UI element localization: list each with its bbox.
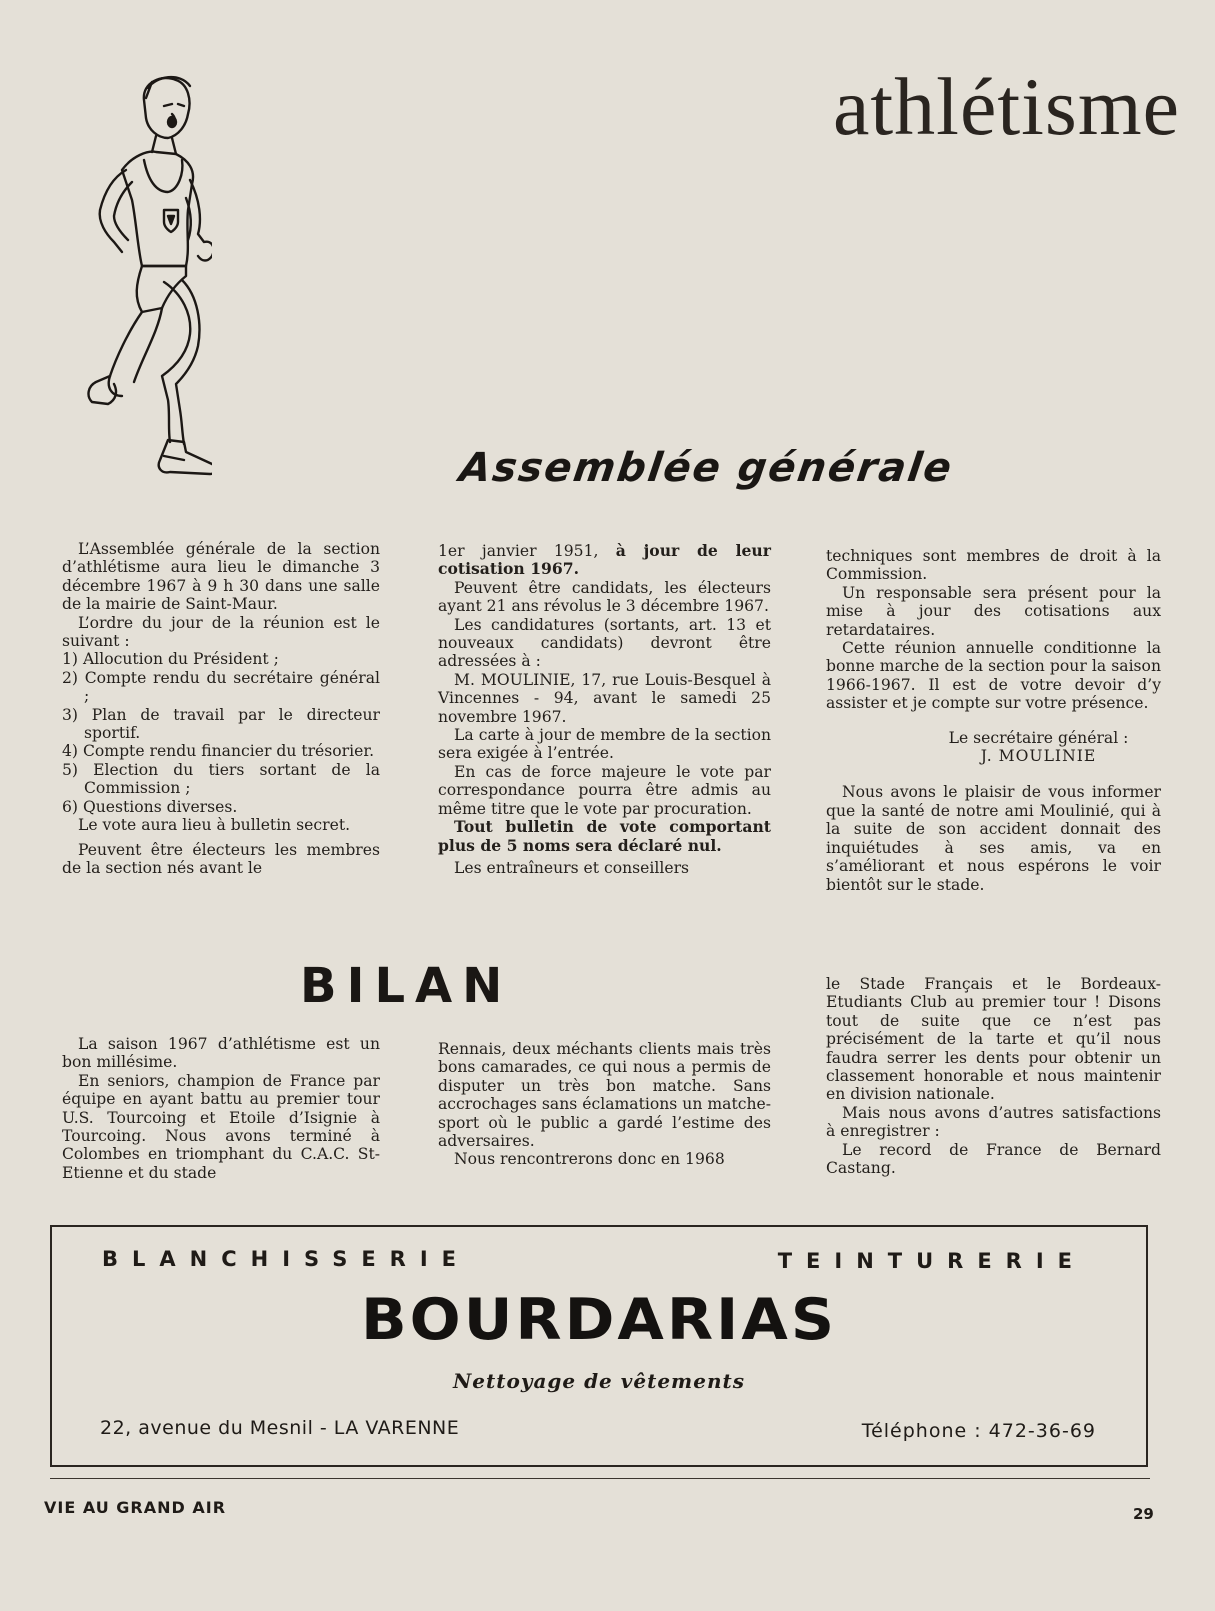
bilan-column-3 xyxy=(826,975,1161,1177)
bulletin-bold: Tout bulletin de vote comportant plus de 5 noms sera déclaré nul. xyxy=(438,817,771,855)
address-paragraph: M. MOULINIE, 17, rue Louis-Besquel à Vincennes - 94, avant le samedi 25 novembre 1967. xyxy=(438,670,771,726)
bilan-paragraph: Rennais, deux méchants clients mais très bons camarades, ce qui nous a permis de disputer un très bon matche. Sans accrochages sans éclamations un matche-sport où le public a gardé l’estime des adversaires. xyxy=(438,1040,771,1151)
applications-paragraph: Les candidatures (sortants, art. 13 et nouveaux candidats) devront être adressées à : xyxy=(438,615,771,671)
assemblee-intro: L’Assemblée générale de la section d’athlétisme aura lieu le dimanche 3 décembre 1967 à 9 h 30 dans une salle de la mairie de Saint-Maur. xyxy=(62,540,380,614)
responsible-paragraph: Un responsable sera présent pour la mise à jour des cotisations aux retardataires. xyxy=(826,583,1161,639)
bilan-paragraph: La saison 1967 d’athlétisme est un bon millésime. xyxy=(62,1035,380,1072)
signature-title: Le secrétaire général : xyxy=(948,728,1129,747)
cotisation-bold: à jour de leur cotisation 1967. xyxy=(438,541,771,579)
agenda-item: 6) Questions diverses. xyxy=(62,797,238,816)
agenda-item: 1) Allocution du Président ; xyxy=(62,650,279,669)
bilan-title: BILAN xyxy=(300,958,513,1014)
agenda-intro: L’ordre du jour de la réunion est le suivant : xyxy=(62,613,380,651)
runner-illustration xyxy=(52,70,212,480)
ad-right-label: TEINTURERIE xyxy=(777,1249,1086,1273)
agenda-list xyxy=(62,650,380,816)
footer-rule xyxy=(50,1478,1150,1479)
assemblee-column-2 xyxy=(438,542,771,877)
card-paragraph: La carte à jour de membre de la section sera exigée à l’entrée. xyxy=(438,726,771,763)
ad-brand: BOURDARIAS xyxy=(360,1286,838,1354)
meeting-paragraph: Cette réunion annuelle conditionne la bonne marche de la section pour la saison 1966-1967. Il est de votre devoir d’y assister et je compte sur votre présence. xyxy=(826,639,1161,713)
coaches-paragraph: Les entraîneurs et conseillers xyxy=(454,858,690,877)
bulletin-paragraph xyxy=(438,818,771,855)
bilan-paragraph: En seniors, champion de France par équipe en ayant battu au premier tour U.S. Tourcoing et Etoile d’Isignie à Tourcoing. Nous avons terminé à Colombes en triomphant du C.A.C. St-Etienne et du stade xyxy=(62,1071,380,1182)
agenda-item: 4) Compte rendu financier du trésorier. xyxy=(62,742,375,761)
date-continuation xyxy=(438,542,771,579)
agenda-item: 5) Election du tiers sortant de la Commission ; xyxy=(62,760,380,798)
ad-address: 22, avenue du Mesnil - LA VARENNE xyxy=(100,1417,460,1439)
assemblee-title: Assemblée générale xyxy=(456,445,957,491)
vote-paragraph: Le vote aura lieu à bulletin secret. xyxy=(78,816,351,835)
bilan-paragraph: Mais nous avons d’autres satisfactions à enregistrer : xyxy=(826,1103,1161,1141)
assemblee-column-3 xyxy=(826,547,1161,894)
signature-name: J. MOULINIE xyxy=(980,747,1097,766)
advertisement-box xyxy=(50,1225,1148,1467)
ad-tagline: Nettoyage de vêtements xyxy=(453,1369,745,1393)
section-title: athlétisme xyxy=(832,61,1180,152)
candidates-paragraph: Peuvent être candidats, les électeurs ayant 21 ans révolus le 3 décembre 1967. xyxy=(438,578,771,616)
assemblee-column-1 xyxy=(62,540,380,877)
date-prefix: 1er janvier 1951, xyxy=(438,542,599,560)
bilan-paragraph: Nous rencontrerons donc en 1968 xyxy=(454,1150,725,1169)
bilan-paragraph: le Stade Français et le Bordeaux-Etudiants Club au premier tour ! Disons tout de suite que ce n’est pas précisément de la tarte et qu’il nous faudra serrer les dents pour obtenir un classement honorable et nous maintenir en division nationale. xyxy=(826,975,1161,1104)
ad-left-label: BLANCHISSERIE xyxy=(102,1247,470,1271)
footer-magazine-name: VIE AU GRAND AIR xyxy=(44,1498,227,1517)
agenda-item: 2) Compte rendu du secrétaire général ; xyxy=(62,668,380,706)
health-paragraph: Nous avons le plaisir de vous informer que la santé de notre ami Moulinié, qui à la suite de son accident donnait des inquiétudes à ses amis, va en s’améliorant et nous espérons le voir bientôt sur le stade. xyxy=(826,783,1161,894)
bilan-column-1 xyxy=(62,1035,380,1182)
force-majeure-paragraph: En cas de force majeure le vote par correspondance pourra être admis au même titre que le vote par procuration. xyxy=(438,762,771,818)
electors-paragraph: Peuvent être électeurs les membres de la section nés avant le xyxy=(62,840,380,877)
page-number: 29 xyxy=(1133,1505,1154,1523)
agenda-item: 3) Plan de travail par le directeur sportif. xyxy=(62,705,380,743)
bilan-paragraph: Le record de France de Bernard Castang. xyxy=(826,1140,1161,1178)
bilan-column-2 xyxy=(438,1040,771,1169)
ad-phone: Téléphone : 472-36-69 xyxy=(861,1420,1096,1442)
coaches-continuation: techniques sont membres de droit à la Commission. xyxy=(826,547,1161,584)
